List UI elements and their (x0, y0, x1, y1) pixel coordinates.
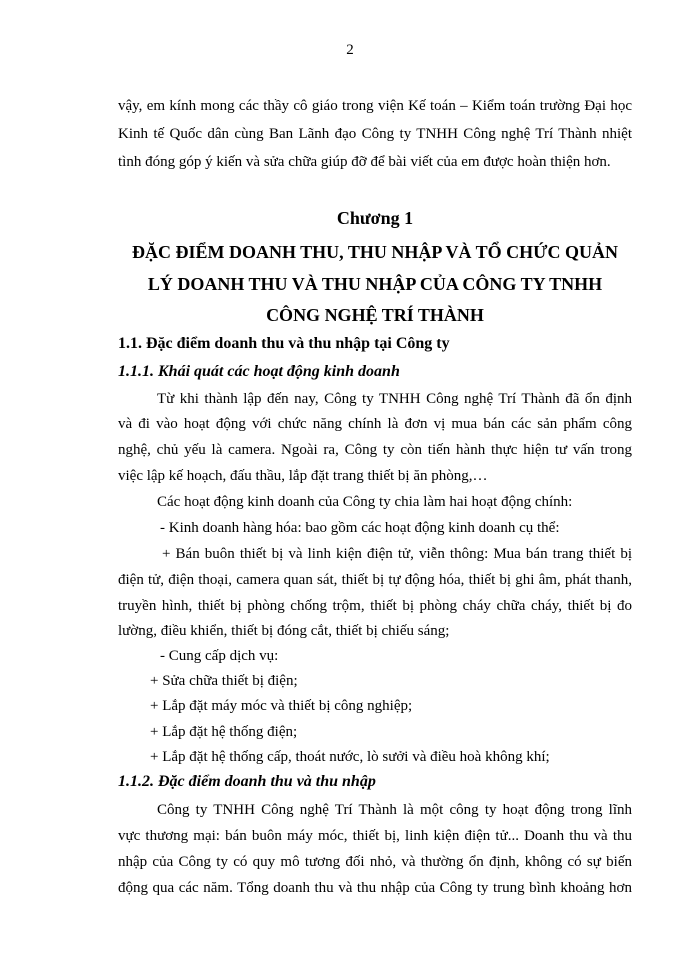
chapter-label: Chương 1 (336, 208, 414, 228)
page-number: 2 (346, 42, 354, 58)
paragraph-line: Công ty TNHH Công nghệ Trí Thành là một công ty hoạt động trong lĩnh (157, 802, 632, 818)
intro-line: vậy, em kính mong các thầy cô giáo trong viện Kế toán – Kiểm toán trường Đại học (118, 98, 632, 114)
chapter-title-line: CÔNG NGHỆ TRÍ THÀNH (266, 305, 484, 325)
list-item-continuation: truyền hình, thiết bị phòng chống trộm, thiết bị phòng cháy chữa cháy, thiết bị đo (118, 598, 632, 614)
list-item: + Lắp đặt hệ thống điện; (150, 724, 298, 740)
paragraph-line: Từ khi thành lập đến nay, Công ty TNHH Công nghệ Trí Thành đã ổn định (157, 391, 632, 407)
list-item: + Sửa chữa thiết bị điện; (150, 673, 298, 689)
section-heading-1-1-2: 1.1.2. Đặc điểm doanh thu và thu nhập (118, 773, 376, 790)
section-heading-1-1-1: 1.1.1. Khái quát các hoạt động kinh doanh (118, 363, 400, 380)
list-item: - Kinh doanh hàng hóa: bao gồm các hoạt động kinh doanh cụ thể: (160, 520, 560, 536)
paragraph-line: việc lập kế hoạch, đấu thầu, lắp đặt trang thiết bị ăn phòng,… (118, 468, 488, 484)
paragraph-line: nhập của Công ty có quy mô tương đối nhỏ, và thường ổn định, không có sự biến (118, 854, 632, 870)
list-item-continuation: điện tử, điện thoại, camera quan sát, thiết bị tự động hóa, thiết bị ghi âm, phát thanh, (118, 572, 632, 588)
intro-line: tình đóng góp ý kiến và sửa chữa giúp đỡ để bài viết của em được hoàn thiện hơn. (118, 154, 611, 170)
paragraph-line: nghệ, chủ yếu là camera. Ngoài ra, Công ty còn tiến hành thực hiện tư vấn trong (118, 442, 632, 458)
paragraph-line: động qua các năm. Tổng doanh thu và thu nhập của Công ty trung bình khoảng hơn (118, 880, 632, 896)
chapter-title-line: ĐẶC ĐIỂM DOANH THU, THU NHẬP VÀ TỔ CHỨC QUẢN (131, 242, 619, 262)
chapter-title-line: LÝ DOANH THU VÀ THU NHẬP CỦA CÔNG TY TNHH (147, 274, 603, 294)
list-item: + Lắp đặt máy móc và thiết bị công nghiệp; (150, 698, 413, 714)
section-heading-1-1: 1.1. Đặc điểm doanh thu và thu nhập tại Công ty (118, 335, 450, 352)
list-item-continuation: lường, điều khiển, thiết bị đóng cắt, thiết bị chiếu sáng; (118, 623, 450, 639)
paragraph-line: và đi vào hoạt động với chức năng chính là đơn vị mua bán các sản phẩm công (118, 416, 632, 432)
paragraph-line: Các hoạt động kinh doanh của Công ty chia làm hai hoạt động chính: (157, 494, 573, 510)
list-item: + Bán buôn thiết bị và linh kiện điện tử, viễn thông: Mua bán trang thiết bị (162, 546, 632, 562)
list-item: + Lắp đặt hệ thống cấp, thoát nước, lò sưởi và điều hoà không khí; (150, 749, 550, 765)
paragraph-line: vực thương mại: bán buôn máy móc, thiết bị, linh kiện điện tử... Doanh thu và thu (118, 828, 632, 844)
intro-line: Kinh tế Quốc dân cùng Ban Lãnh đạo Công ty TNHH Công nghệ Trí Thành nhiệt (118, 126, 632, 142)
list-item: - Cung cấp dịch vụ: (160, 648, 279, 664)
